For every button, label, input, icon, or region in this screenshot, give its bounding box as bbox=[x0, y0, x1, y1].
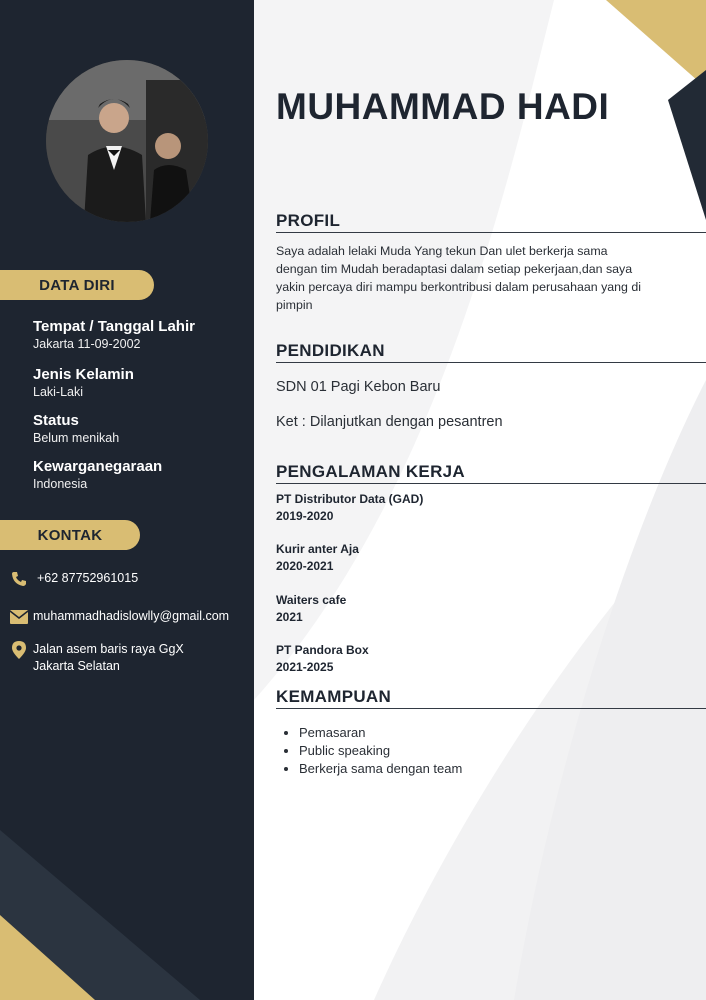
address-line1: Jalan asem baris raya GgX bbox=[33, 642, 184, 656]
status-value: Belum menikah bbox=[33, 431, 120, 445]
skill-item: • Public speaking bbox=[299, 742, 462, 760]
section-title-kemampuan: KEMAMPUAN bbox=[276, 687, 706, 709]
job-years: 2019-2020 bbox=[276, 509, 334, 523]
job-title: PT Distributor Data (GAD) bbox=[276, 492, 424, 506]
nationality-value: Indonesia bbox=[33, 477, 88, 491]
job-item bbox=[276, 592, 346, 626]
kontak-header bbox=[0, 520, 140, 550]
profile-text bbox=[276, 242, 686, 314]
birth-label: Tempat / Tanggal Lahir bbox=[33, 318, 195, 335]
address-text bbox=[33, 641, 184, 675]
birth-value: Jakarta 11-09-2002 bbox=[33, 337, 141, 351]
email-text[interactable]: muhammadhadislowlly@gmail.com bbox=[33, 609, 230, 623]
section-title-pengalaman: PENGALAMAN KERJA bbox=[276, 462, 706, 484]
decor-gold-triangle-bottom bbox=[0, 915, 95, 1000]
status-label: Status bbox=[33, 412, 79, 429]
job-item bbox=[276, 541, 359, 575]
gender-value: Laki-Laki bbox=[33, 385, 84, 399]
kontak-title: KONTAK bbox=[37, 526, 103, 544]
job-item bbox=[276, 642, 369, 676]
phone-text: +62 87752961015 bbox=[37, 571, 139, 585]
job-title: PT Pandora Box bbox=[276, 643, 369, 657]
birth-info bbox=[33, 318, 195, 352]
nationality-info bbox=[33, 458, 162, 492]
skill-item: • Berkerja sama dengan team bbox=[299, 760, 462, 778]
data-diri-title: DATA DIRI bbox=[39, 276, 115, 294]
phone-icon bbox=[10, 570, 28, 588]
contact-phone bbox=[10, 570, 138, 588]
job-title: Kurir anter Aja bbox=[276, 542, 359, 556]
gender-info bbox=[33, 366, 134, 400]
section-title-profil: PROFIL bbox=[276, 211, 706, 233]
full-name: MUHAMMAD HADI bbox=[276, 86, 610, 127]
nationality-label: Kewarganegaraan bbox=[33, 458, 163, 475]
job-title: Waiters cafe bbox=[276, 593, 347, 607]
profile-photo bbox=[46, 60, 208, 222]
contact-email bbox=[10, 608, 229, 626]
education-note: Ket : Dilanjutkan dengan pesantren bbox=[276, 414, 503, 430]
profile-line: dengan tim Mudah beradaptasi dalam setiap pekerjaan,dan saya bbox=[276, 262, 633, 276]
profile-line: pimpin bbox=[276, 298, 313, 312]
profile-line: yakin percaya diri mampu berkontribusi dalam perusahaan yang di bbox=[276, 280, 642, 294]
job-years: 2021 bbox=[276, 610, 303, 624]
address-line2: Jakarta Selatan bbox=[33, 659, 120, 673]
skill-item: • Pemasaran bbox=[299, 724, 462, 742]
education-item: SDN 01 Pagi Kebon Baru bbox=[276, 379, 441, 395]
mail-icon bbox=[10, 608, 28, 626]
decor-dark-triangle-top bbox=[668, 70, 706, 220]
section-title-pendidikan: PENDIDIKAN bbox=[276, 341, 706, 363]
gender-label: Jenis Kelamin bbox=[33, 366, 134, 383]
job-years: 2021-2025 bbox=[276, 660, 334, 674]
data-diri-header bbox=[0, 270, 154, 300]
sidebar bbox=[0, 0, 254, 1000]
contact-address bbox=[10, 641, 184, 675]
profile-line: Saya adalah lelaki Muda Yang tekun Dan ulet berkerja sama bbox=[276, 244, 608, 258]
skills-list bbox=[282, 724, 462, 778]
location-pin-icon bbox=[10, 641, 28, 659]
job-years: 2020-2021 bbox=[276, 559, 334, 573]
job-item bbox=[276, 491, 423, 525]
status-info bbox=[33, 412, 119, 446]
